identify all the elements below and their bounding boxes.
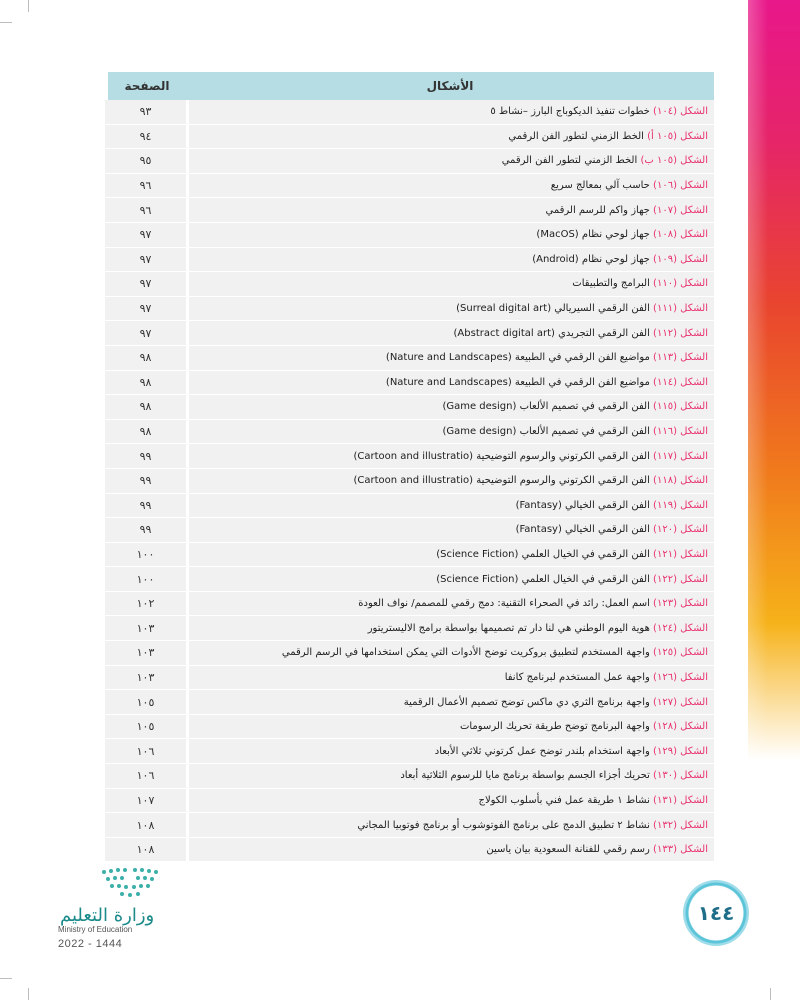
figure-page-cell: ٩٧: [105, 297, 186, 322]
figure-page-cell: ٩٦: [105, 198, 186, 223]
figure-label: الشكل (١٢١): [653, 548, 708, 560]
figure-caption: الفن الرقمي الخيالي (Fantasy): [515, 499, 650, 511]
figure-caption: اسم العمل: رائد في الصحراء التقنية: دمج رقمي للمصمم/ نواف العودة: [358, 598, 650, 610]
figure-description-cell: [186, 346, 714, 371]
figure-description-cell: [186, 616, 714, 641]
figure-description-cell: [186, 543, 714, 568]
figure-page-cell: ١٠٢: [105, 592, 186, 617]
figure-label: الشكل (١١٦): [653, 426, 708, 438]
figure-label: الشكل (١١٨): [653, 475, 708, 487]
figure-description-cell: [186, 149, 714, 174]
figure-page-cell: ٩٩: [105, 469, 186, 494]
figure-caption: مواضيع الفن الرقمي في الطبيعة (Nature and Landscapes): [385, 352, 650, 364]
figure-label: الشكل (١٢٦): [653, 671, 708, 683]
figure-page-cell: ١٠٣: [105, 641, 186, 666]
figure-page-cell: ٩٩: [105, 444, 186, 469]
figure-label: الشكل (١٢٥): [653, 647, 708, 659]
figure-caption: جهاز لوحي نظام (Android): [532, 253, 650, 265]
figure-description-cell: [186, 321, 714, 346]
figure-description-cell: [186, 666, 714, 691]
crop-mark: [0, 22, 12, 23]
figure-page-cell: ٩٣: [105, 100, 186, 125]
figure-page-cell: ٩٥: [105, 149, 186, 174]
table-row: [105, 641, 714, 666]
figure-label: الشكل (١٢٧): [653, 696, 708, 708]
figure-caption: واجهة المستخدم لتطبيق بروكريت توضح الأدوات التي يمكن استخدامها في الرسم الرقمي: [281, 647, 650, 659]
figure-label: الشكل (١٠٧): [653, 204, 708, 216]
figure-label: الشكل (١٣٢): [653, 819, 708, 831]
table-body: [105, 100, 714, 862]
figure-caption: الفن الرقمي الخيالي (Fantasy): [515, 524, 650, 536]
figure-label: الشكل (١١٥): [653, 401, 708, 413]
figure-caption: الفن الرقمي السيريالي (Surreal digital art): [456, 303, 650, 315]
figure-description-cell: [186, 690, 714, 715]
crop-mark: [770, 988, 771, 1000]
figure-description-cell: [186, 789, 714, 814]
figure-caption: هوية اليوم الوطني هي لنا دار تم تصميمها بواسطة برامج الاليستريتور: [367, 622, 650, 634]
figure-page-cell: ٩٨: [105, 371, 186, 396]
figure-label: الشكل (١٣١): [653, 794, 708, 806]
figure-description-cell: [186, 420, 714, 445]
figure-description-cell: [186, 297, 714, 322]
figure-label: الشكل (١١٢): [653, 327, 708, 339]
figure-page-cell: ١٠٨: [105, 813, 186, 838]
figure-page-cell: ٩٩: [105, 494, 186, 519]
figure-description-cell: [186, 715, 714, 740]
figure-description-cell: [186, 100, 714, 125]
table-row: [105, 223, 714, 248]
ministry-name-arabic: وزارة التعليم: [60, 905, 155, 926]
figure-label: الشكل (١٠٦): [653, 180, 708, 192]
figure-page-cell: ١٠٦: [105, 739, 186, 764]
decorative-fold: [748, 0, 768, 1000]
figure-description-cell: [186, 223, 714, 248]
figure-page-cell: ٩٧: [105, 248, 186, 273]
figure-description-cell: [186, 444, 714, 469]
figure-description-cell: [186, 838, 714, 863]
figure-description-cell: [186, 371, 714, 396]
figure-label: الشكل (١١١): [653, 303, 708, 315]
figure-description-cell: [186, 764, 714, 789]
figure-description-cell: [186, 248, 714, 273]
figure-page-cell: ٩٧: [105, 272, 186, 297]
figure-label: الشكل (١٢٣): [653, 598, 708, 610]
figure-caption: حاسب آلي بمعالج سريع: [550, 180, 650, 192]
table-row: [105, 813, 714, 838]
table-row: [105, 715, 714, 740]
figure-page-cell: ١٠٣: [105, 616, 186, 641]
table-row: [105, 518, 714, 543]
figure-page-cell: ١٠٥: [105, 715, 186, 740]
figure-page-cell: ٩٨: [105, 420, 186, 445]
figure-label: الشكل (١٠٥ ب): [640, 155, 708, 167]
header-figures: الأشكال: [186, 72, 714, 100]
table-row: [105, 395, 714, 420]
figure-description-cell: [186, 567, 714, 592]
crop-mark: [28, 0, 29, 12]
figure-page-cell: ٩٩: [105, 518, 186, 543]
table-row: [105, 248, 714, 273]
figure-label: الشكل (١٣٣): [653, 844, 708, 856]
figure-label: الشكل (١٣٠): [653, 770, 708, 782]
figure-caption: الفن الرقمي الكرتوني والرسوم التوضيحية (Cartoon and illustratio): [353, 475, 650, 487]
figure-caption: الفن الرقمي الكرتوني والرسوم التوضيحية (Cartoon and illustratio): [353, 450, 650, 462]
figure-description-cell: [186, 395, 714, 420]
table-row: [105, 764, 714, 789]
table-row: [105, 494, 714, 519]
table-row: [105, 420, 714, 445]
figure-page-cell: ١٠٥: [105, 690, 186, 715]
table-row: [105, 297, 714, 322]
figure-description-cell: [186, 198, 714, 223]
table-row: [105, 198, 714, 223]
figure-caption: الفن الرقمي في تصميم الألعاب (Game design): [442, 401, 650, 413]
table-row: [105, 616, 714, 641]
table-row: [105, 444, 714, 469]
figure-label: الشكل (١٠٩): [653, 253, 708, 265]
table-row: [105, 321, 714, 346]
ministry-name-english: Ministry of Education: [58, 925, 133, 934]
figure-page-cell: ٩٤: [105, 125, 186, 150]
table-row: [105, 543, 714, 568]
figure-caption: جهاز لوحي نظام (MacOS): [536, 229, 650, 241]
figure-caption: رسم رقمي للفنانة السعودية بيان ياسين: [486, 844, 650, 856]
figure-page-cell: ٩٨: [105, 346, 186, 371]
figure-caption: الفن الرقمي في الخيال العلمي (Science Fiction): [436, 548, 650, 560]
figures-index-table: [105, 72, 714, 862]
figure-caption: الفن الرقمي في تصميم الألعاب (Game design): [442, 426, 650, 438]
table-row: [105, 469, 714, 494]
figure-caption: واجهة استخدام بلندر توضح عمل كرتوني ثلاثي الأبعاد: [434, 745, 650, 757]
table-row: [105, 346, 714, 371]
figure-caption: نشاط ٢ تطبيق الدمج على برنامج الفوتوشوب أو برنامج فوتوبيا المجاني: [357, 819, 650, 831]
figure-caption: الخط الزمني لتطور الفن الرقمي: [508, 130, 644, 142]
figure-description-cell: [186, 494, 714, 519]
table-header-row: [105, 72, 714, 100]
header-page: الصفحة: [105, 72, 186, 100]
figure-caption: نشاط ١ طريقة عمل فني بأسلوب الكولاج: [478, 794, 650, 806]
figure-page-cell: ٩٧: [105, 223, 186, 248]
figure-caption: مواضيع الفن الرقمي في الطبيعة (Nature and Landscapes): [385, 376, 650, 388]
edition-year: 2022 - 1444: [58, 938, 123, 950]
figure-page-cell: ١٠٧: [105, 789, 186, 814]
figure-caption: واجهة برنامج الثري دي ماكس توضح تصميم الأعمال الرقمية: [403, 696, 650, 708]
table-row: [105, 592, 714, 617]
figure-page-cell: ٩٧: [105, 321, 186, 346]
figure-description-cell: [186, 641, 714, 666]
table-row: [105, 272, 714, 297]
figure-page-cell: ٩٨: [105, 395, 186, 420]
figure-label: الشكل (١٠٨): [653, 229, 708, 241]
table-row: [105, 567, 714, 592]
figure-caption: الخط الزمني لتطور الفن الرقمي: [501, 155, 638, 167]
figure-label: الشكل (١٢٠): [653, 524, 708, 536]
figure-description-cell: [186, 813, 714, 838]
figure-page-cell: ١٠٠: [105, 567, 186, 592]
figure-description-cell: [186, 469, 714, 494]
figure-label: الشكل (١٢٢): [653, 573, 708, 585]
table-row: [105, 149, 714, 174]
figure-label: الشكل (١٢٩): [653, 745, 708, 757]
figure-page-cell: ١٠٦: [105, 764, 186, 789]
table-row: [105, 666, 714, 691]
figure-label: الشكل (١٢٤): [653, 622, 708, 634]
page-number: ١٤٤: [697, 901, 735, 925]
figure-caption: واجهة عمل المستخدم لبرنامج كانفا: [504, 671, 650, 683]
figure-label: الشكل (١١٩): [653, 499, 708, 511]
figure-caption: الفن الرقمي في الخيال العلمي (Science Fiction): [436, 573, 650, 585]
table-row: [105, 371, 714, 396]
figure-page-cell: ١٠٠: [105, 543, 186, 568]
crop-mark: [0, 978, 12, 979]
table-row: [105, 100, 714, 125]
figure-page-cell: ٩٦: [105, 174, 186, 199]
figure-description-cell: [186, 125, 714, 150]
figure-caption: البرامج والتطبيقات: [572, 278, 650, 290]
figure-description-cell: [186, 739, 714, 764]
figure-description-cell: [186, 272, 714, 297]
figure-label: الشكل (١١٧): [653, 450, 708, 462]
figure-caption: واجهة البرنامج توضح طريقة تحريك الرسومات: [459, 721, 650, 733]
figure-caption: الفن الرقمي التجريدي (Abstract digital art): [453, 327, 650, 339]
table-row: [105, 690, 714, 715]
table-row: [105, 125, 714, 150]
crop-mark: [28, 988, 29, 1000]
figure-caption: خطوات تنفيذ الديكوباج البارز –نشاط ٥: [490, 106, 650, 118]
table-row: [105, 838, 714, 863]
figure-description-cell: [186, 518, 714, 543]
figure-description-cell: [186, 174, 714, 199]
figure-page-cell: ١٠٨: [105, 838, 186, 863]
figure-label: الشكل (١١٣): [653, 352, 708, 364]
figure-label: الشكل (١٠٥ أ): [647, 130, 708, 142]
figure-description-cell: [186, 592, 714, 617]
figure-caption: جهاز واكم للرسم الرقمي: [545, 204, 650, 216]
ministry-logo-dots: [100, 866, 160, 900]
figure-label: الشكل (١٢٨): [653, 721, 708, 733]
page-number-badge: [683, 880, 749, 946]
table-row: [105, 789, 714, 814]
table-row: [105, 739, 714, 764]
figure-label: الشكل (١١٤): [653, 376, 708, 388]
figure-caption: تحريك أجزاء الجسم بواسطة برنامج مايا للرسوم الثلاثية أبعاد: [400, 770, 650, 782]
figure-label: الشكل (١٠٤): [653, 106, 708, 118]
figure-label: الشكل (١١٠): [653, 278, 708, 290]
figure-page-cell: ١٠٣: [105, 666, 186, 691]
table-row: [105, 174, 714, 199]
